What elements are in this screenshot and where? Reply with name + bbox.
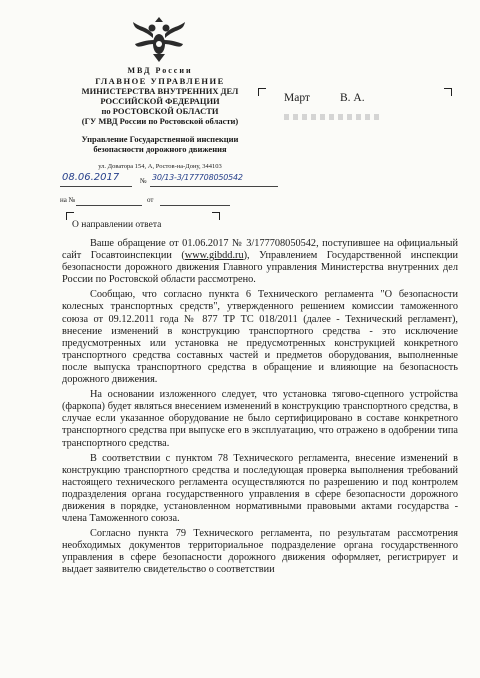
org-address: ул. Доватора 154, А, Ростов-на-Дону, 344103	[98, 163, 222, 170]
paragraph-2: Сообщаю, что согласно пункта 6 Технического регламента "О безопасности колесных транспортных средств", утвержденного решением комиссии таможенного союза от 09.12.2011 года № 877 ТР ТС 018/2011 (далее - Технический регламент), внесение изменений в конструкцию транспортного средства - это исключение предусмотренных или установка не предусмотренных конструкцией конкретного транспортного средства составных частей и предметов оборудования, выполненные после выпуска транспортного средства в обращение и влияющие на безопасность дорожного движения.	[62, 289, 458, 386]
reference-date-underline	[160, 205, 230, 206]
dept-name-1: Управление Государственной инспекции	[81, 134, 239, 144]
paragraph-3: На основании изложенного следует, что установка тягово-сцепного устройства (фаркопа) будет являться внесением изменений в конструкцию транспортного средства, в случае если указанное оборудование не было сертифицировано в составе конкретного транспортного средства при выпуске его в эксплуатацию, что отражено в одобрении типа транспортного средства.	[62, 389, 458, 449]
org-ministry: МВД России	[127, 66, 193, 75]
paragraph-1: Ваше обращение от 01.06.2017 № 3/177708050542, поступившее на официальный сайт Госавтоинспекции (www.gibdd.ru), Управлением Государственной инспекции безопасности дорожного движения Главного управления Министерства внутренних дел России по Ростовской области рассмотрено.	[62, 238, 458, 286]
registration-row	[60, 172, 290, 190]
gibdd-website-link[interactable]: www.gibdd.ru	[184, 250, 244, 262]
paragraph-5: Согласно пункта 79 Технического регламента, по результатам рассмотрения необходимых документов территориальное подразделение органа государственного управления в сфере безопасности дорожного движения оформляет, регистрирует и выдает заявителю свидетельство о соответствии	[62, 528, 458, 576]
reference-underline	[76, 205, 142, 206]
org-country: РОССИЙСКОЙ ФЕДЕРАЦИИ	[100, 96, 220, 106]
paragraph-4: В соответствии с пунктом 78 Технического регламента, внесение изменений в конструкцию транспортного средства и последующая проверка выполнения требований настоящего технического регламента осуществляются по разрешению и под контролем подразделения органа государственного управления в сфере безопасности дорожного движения в порядке, установленном нормативными правовыми актами государства - члена Таможенного союза.	[62, 452, 458, 525]
org-region: по РОСТОВСКОЙ ОБЛАСТИ	[101, 106, 219, 116]
org-main-directorate: ГЛАВНОЕ УПРАВЛЕНИЕ	[95, 76, 225, 86]
addressee-redacted-line	[284, 114, 380, 120]
address-bracket-right	[444, 88, 452, 96]
number-underline	[150, 186, 278, 187]
address-bracket-left	[258, 88, 266, 96]
org-ministry-full: МИНИСТЕРСТВА ВНУТРЕННИХ ДЕЛ	[81, 86, 239, 96]
number-label: №	[140, 177, 147, 185]
letter-body	[62, 238, 458, 580]
registration-number: 30/13-3/177708050542	[152, 173, 243, 182]
registration-date: 08.06.2017	[62, 172, 120, 183]
addressee-initials: В. А.	[340, 92, 365, 104]
date-underline	[60, 186, 132, 187]
letter-subject: О направлении ответа	[72, 220, 162, 230]
dept-name-2: безопасности дорожного движения	[93, 144, 227, 154]
reference-from-label: от	[147, 196, 154, 204]
subject-bracket-left	[66, 212, 74, 220]
addressee-name: Март	[284, 92, 310, 104]
subject-bracket-right	[212, 212, 220, 220]
reference-label: на №	[60, 196, 76, 204]
double-headed-eagle-emblem	[132, 14, 186, 64]
org-short-name: (ГУ МВД России по Ростовской области)	[81, 116, 239, 126]
